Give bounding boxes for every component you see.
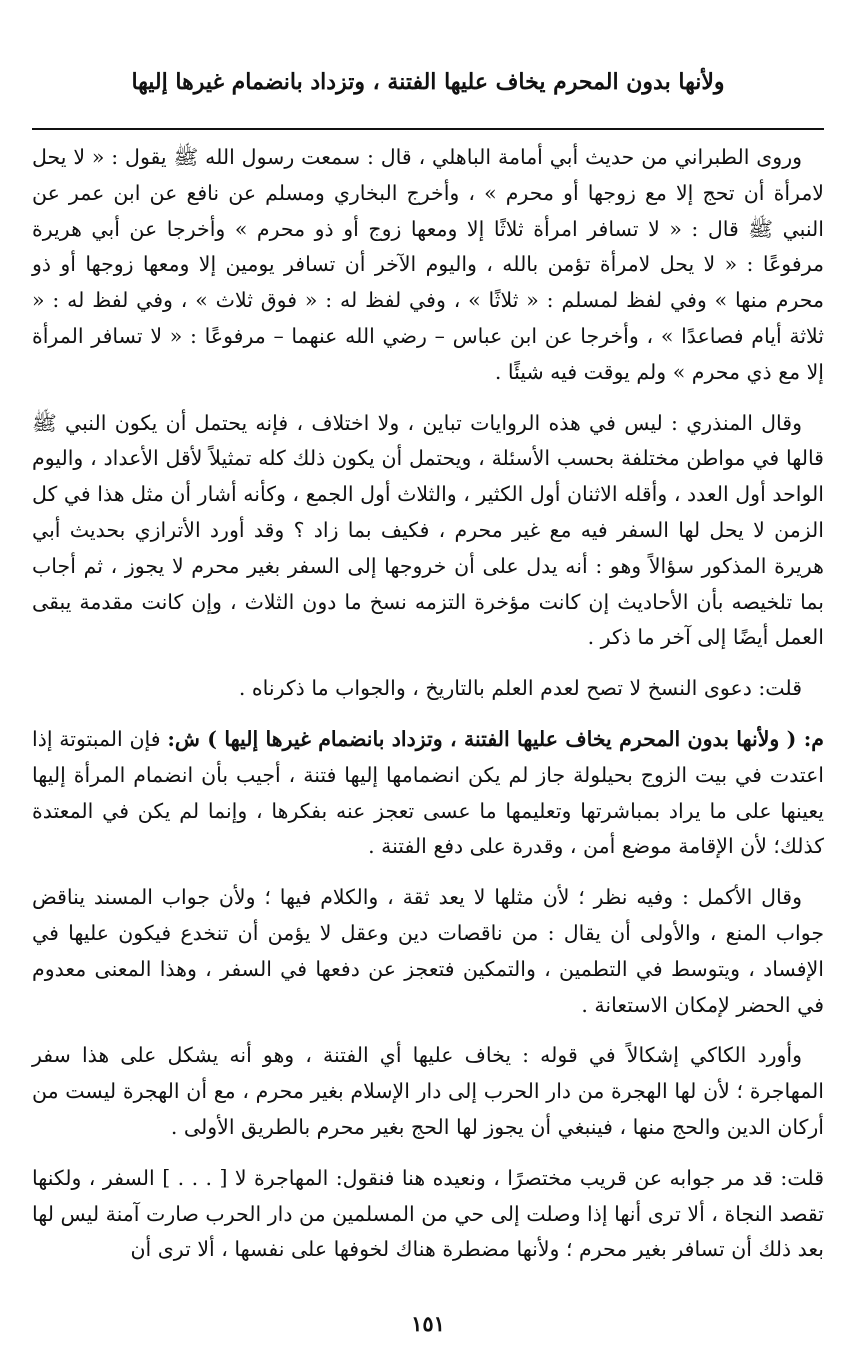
header-rule [32, 128, 824, 130]
paragraph-kaki: وأورد الكاكي إشكالاً في قوله : يخاف عليها أي الفتنة ، وهو أنه يشكل على هذا سفر المهاجرة ؛ لأن لها الهجرة من دار الحرب إلى دار الإسلام بغير محرم ، مع أن الهجرة ليست من أركان الدين والحج منها ، فينبغي أن يجوز لها الحج بغير محرم بالطريق الأولى . [32, 1043, 824, 1139]
page-number: ١٥١ [411, 1311, 445, 1336]
paragraph-mundhiri: وقال المنذري : ليس في هذه الروايات تباين ، ولا اختلاف ، فإنه يحتمل أن يكون النبي ﷺ قالها في مواطن مختلفة بحسب الأسئلة ، ويحتمل أن يكون ذلك كله تمثيلاً لأقل الأعداد ، واليوم الواحد أول العدد ، وأقله الاثنان أول الكثير ، والثلاث أول الجمع ، وكأنه أشار أن مثل هذا في كل الزمن لا يحل لها السفر فيه مع غير محرم ، فكيف بما زاد ؟ وقد أورد الأترازي بحديث أبي هريرة المذكور سؤالاً وهو : أنه يدل على أن خروجها إلى السفر بغير محرم لا يجوز ، ثم أجاب بما تلخيصه بأن الأحاديث إن كانت مؤخرة التزمه نسخ ما دون الثلاث ، وإن كانت مقدمة يبقى العمل أيضًا إلى آخر ما ذكر . [32, 410, 824, 650]
paragraph-muhajira-reply: قلت: قد مر جوابه عن قريب مختصرًا ، ونعيده هنا فنقول: المهاجرة لا [ . . . ] السفر ، ولكنها تقصد النجاة ، ألا ترى أنها إذا وصلت إلى حي من المسلمين من دار الحرب صارت آمنة ليس لها بعد ذلك أن تسافر بغير محرم ؛ ولأنها مضطرة هناك لخوفها على نفسها ، ألا ترى أن [32, 1165, 824, 1262]
paragraph-hadith-tabarani: وروى الطبراني من حديث أبي أمامة الباهلي ، قال : سمعت رسول الله ﷺ يقول : « لا يحل لامرأة أن تحج إلا مع زوجها أو محرم » ، وأخرج البخاري ومسلم عن نافع عن ابن عمر عن النبي ﷺ قال : « لا تسافر امرأة ثلاثًا إلا ومعها زوج أو ذو محرم » وأخرجا عن أبي هريرة مرفوعًا : « لا يحل لامرأة تؤمن بالله ، واليوم الآخر أن تسافر يومين إلا ومعها زوجها أو ذو محرم منها » وفي لفظ لمسلم : « ثلاثًا » ، وفي لفظ له : « فوق ثلاث » ، وفي لفظ له : « ثلاثة أيام فصاعدًا » ، وأخرجا عن ابن عباس – رضي الله عنهما – مرفوعًا : « لا تسافر المرأة إلا مع ذي محرم » ولم يوقت فيه شيئًا . [32, 145, 824, 384]
matn-text: م: ( ولأنها بدون المحرم يخاف عليها الفتنة ، وتزداد بانضمام غيرها إليها ) ش: [167, 726, 824, 751]
sharh-text: فإن المبتوتة إذا اعتدت في بيت الزوج بحيلولة جاز لم يكن انضمامها إليها فتنة ، أجيب بأن انضمام المرأة إليها يعينها على ما يراد بمباشرتها وتعليمها ما عسى تعجز عنه بفكرها ، وإنما لم يكن في المعتدة كذلك؛ لأن الإقامة موضع أمن ، وقدرة على دفع الفتنة . [32, 726, 824, 859]
paragraph-akmal: وقال الأكمل : وفيه نظر ؛ لأن مثلها لا يعد ثقة ، والكلام فيها ؛ ولأن جواب المسند يناقض جواب المنع ، والأولى أن يقال : من ناقصات دين وعقل لا يؤمن أن تنخدع فيكون عليها في الإفساد ، ويتوسط في التطمين ، والتمكين فتعجز عن دفعها في السفر ، وهذا المعنى معدوم في الحضر لإمكان الاستعانة . [32, 885, 824, 1017]
book-page [32, 62, 824, 1352]
paragraph-matn-sharh [32, 722, 824, 865]
paragraph-naskh-reply: قلت: دعوى النسخ لا تصح لعدم العلم بالتاريخ ، والجواب ما ذكرناه . [238, 676, 802, 701]
running-head-title: ولأنها بدون المحرم يخاف عليها الفتنة ، وتزداد بانضمام غيرها إليها [131, 69, 725, 95]
